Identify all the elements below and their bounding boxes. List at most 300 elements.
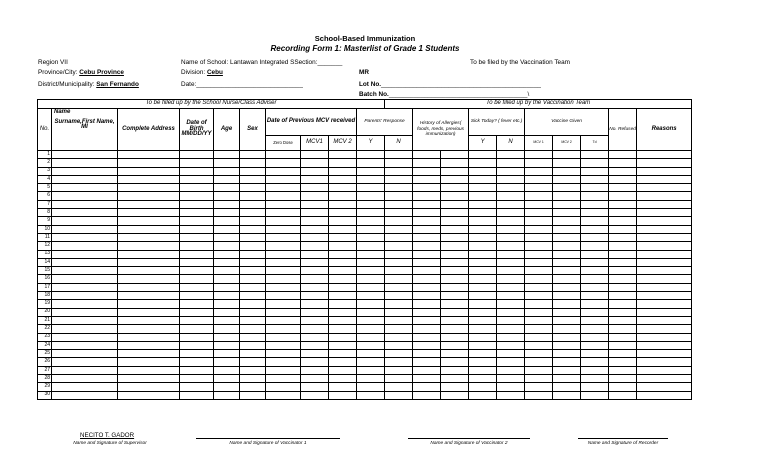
table-cell — [240, 267, 266, 275]
col-sick-today: Sick Today? ( fever etc.) — [469, 109, 525, 136]
table-cell — [214, 209, 240, 217]
row-number: 5 — [38, 184, 52, 192]
table-cell — [301, 209, 329, 217]
table-cell — [497, 225, 525, 233]
table-cell — [180, 375, 214, 383]
table-cell — [525, 333, 553, 341]
table-cell — [266, 341, 301, 349]
table-cell — [553, 209, 581, 217]
table-cell — [357, 292, 385, 300]
table-cell — [266, 192, 301, 200]
table-cell — [413, 151, 441, 159]
table-cell — [329, 233, 357, 241]
table-cell — [301, 383, 329, 391]
table-cell — [118, 159, 180, 167]
table-cell — [497, 341, 525, 349]
table-cell — [581, 225, 609, 233]
table-cell — [553, 366, 581, 374]
table-cell — [637, 391, 692, 399]
table-cell — [441, 225, 469, 233]
table-cell — [214, 151, 240, 159]
table-cell — [301, 375, 329, 383]
table-cell — [497, 151, 525, 159]
table-cell — [266, 275, 301, 283]
table-cell — [637, 283, 692, 291]
table-cell — [329, 159, 357, 167]
table-cell — [413, 341, 441, 349]
table-cell — [609, 175, 637, 183]
table-cell — [497, 316, 525, 324]
table-cell — [301, 267, 329, 275]
table-cell — [497, 300, 525, 308]
table-cell — [385, 283, 413, 291]
table-cell — [413, 350, 441, 358]
table-cell — [118, 333, 180, 341]
table-cell — [118, 283, 180, 291]
table-cell — [497, 258, 525, 266]
table-cell — [214, 375, 240, 383]
table-cell — [609, 316, 637, 324]
table-cell — [240, 175, 266, 183]
table-cell — [357, 200, 385, 208]
table-cell — [581, 325, 609, 333]
table-cell — [52, 341, 118, 349]
table-cell — [118, 242, 180, 250]
table-cell — [214, 192, 240, 200]
table-cell — [609, 300, 637, 308]
table-cell — [357, 391, 385, 399]
table-row — [38, 366, 692, 374]
province-value: Cebu Province — [79, 69, 124, 76]
table-cell — [637, 316, 692, 324]
table-cell — [329, 292, 357, 300]
table-cell — [266, 308, 301, 316]
table-cell — [214, 308, 240, 316]
table-cell — [497, 267, 525, 275]
col-zero-dose: Zero Dose — [266, 136, 301, 151]
table-cell — [266, 200, 301, 208]
table-cell — [357, 233, 385, 241]
table-cell — [52, 275, 118, 283]
table-cell — [118, 184, 180, 192]
table-cell — [413, 383, 441, 391]
table-cell — [357, 167, 385, 175]
lot-field — [359, 81, 541, 88]
table-cell — [469, 192, 497, 200]
table-cell — [52, 175, 118, 183]
table-cell — [52, 167, 118, 175]
table-cell — [637, 209, 692, 217]
table-row — [38, 209, 692, 217]
table-cell — [469, 275, 497, 283]
table-cell — [553, 333, 581, 341]
table-cell — [441, 167, 469, 175]
table-cell — [441, 267, 469, 275]
table-cell — [441, 325, 469, 333]
school-label: Name of School: — [181, 59, 229, 66]
table-cell — [525, 366, 553, 374]
table-cell — [118, 258, 180, 266]
table-cell — [525, 233, 553, 241]
table-cell — [214, 283, 240, 291]
row-number: 3 — [38, 167, 52, 175]
table-cell — [266, 383, 301, 391]
table-cell — [52, 209, 118, 217]
table-cell — [118, 175, 180, 183]
table-cell — [441, 283, 469, 291]
section-header-row — [38, 100, 692, 109]
table-row — [38, 242, 692, 250]
table-cell — [497, 375, 525, 383]
table-cell — [637, 184, 692, 192]
row-number: 6 — [38, 192, 52, 200]
table-cell — [52, 151, 118, 159]
table-cell — [581, 300, 609, 308]
table-cell — [301, 300, 329, 308]
table-row — [38, 175, 692, 183]
table-cell — [637, 242, 692, 250]
col-parents-n: N — [385, 136, 413, 151]
table-cell — [637, 175, 692, 183]
row-number: 11 — [38, 233, 52, 241]
table-cell — [357, 267, 385, 275]
table-cell — [637, 258, 692, 266]
table-cell — [118, 267, 180, 275]
table-cell — [441, 391, 469, 399]
table-cell — [118, 308, 180, 316]
table-cell — [553, 175, 581, 183]
table-cell — [413, 184, 441, 192]
table-cell — [581, 258, 609, 266]
table-cell — [240, 341, 266, 349]
table-cell — [329, 350, 357, 358]
table-cell — [266, 159, 301, 167]
table-cell — [357, 217, 385, 225]
table-cell — [609, 225, 637, 233]
col-name-line2: Surname,First Name, MI — [54, 118, 115, 131]
table-cell — [118, 325, 180, 333]
table-cell — [301, 192, 329, 200]
masterlist-rows — [38, 151, 692, 400]
table-cell — [180, 209, 214, 217]
table-cell — [441, 341, 469, 349]
table-cell — [413, 292, 441, 300]
table-cell — [357, 358, 385, 366]
col-prev-mcv: Date of Previous MCV received — [266, 109, 357, 136]
table-cell — [385, 209, 413, 217]
table-cell — [609, 350, 637, 358]
recorder-signature-line — [578, 438, 668, 439]
table-row — [38, 267, 692, 275]
table-cell — [329, 175, 357, 183]
table-cell — [525, 292, 553, 300]
table-cell — [581, 151, 609, 159]
table-row — [38, 283, 692, 291]
table-cell — [441, 358, 469, 366]
table-cell — [266, 209, 301, 217]
table-cell — [525, 200, 553, 208]
row-number: 27 — [38, 366, 52, 374]
table-cell — [441, 233, 469, 241]
table-cell — [240, 358, 266, 366]
province-field — [38, 69, 124, 76]
table-cell — [214, 383, 240, 391]
section-label: Section: — [294, 59, 318, 66]
table-cell — [609, 308, 637, 316]
table-cell — [357, 184, 385, 192]
table-cell — [301, 350, 329, 358]
table-cell — [240, 366, 266, 374]
table-cell — [385, 233, 413, 241]
col-age: Age — [214, 109, 240, 151]
table-cell — [413, 333, 441, 341]
table-cell — [413, 325, 441, 333]
col-vg-td: Td — [581, 136, 609, 151]
row-number: 16 — [38, 275, 52, 283]
table-cell — [609, 250, 637, 258]
form-title: School-Based Immunization — [314, 34, 416, 43]
table-cell — [301, 283, 329, 291]
table-cell — [553, 225, 581, 233]
table-cell — [118, 200, 180, 208]
table-cell — [413, 175, 441, 183]
table-cell — [497, 242, 525, 250]
table-cell — [553, 300, 581, 308]
section-school-nurse: To be filled up by the School Nurse/Class Adviser — [38, 100, 385, 109]
table-cell — [357, 275, 385, 283]
table-cell — [469, 366, 497, 374]
row-number: 26 — [38, 358, 52, 366]
table-cell — [180, 308, 214, 316]
table-cell — [357, 151, 385, 159]
table-cell — [329, 283, 357, 291]
table-cell — [385, 200, 413, 208]
table-cell — [357, 250, 385, 258]
table-cell — [553, 350, 581, 358]
table-cell — [581, 308, 609, 316]
table-cell — [240, 383, 266, 391]
district-label: District/Municipality: — [38, 81, 95, 88]
table-cell — [581, 292, 609, 300]
table-cell — [413, 366, 441, 374]
table-cell — [180, 350, 214, 358]
table-cell — [385, 184, 413, 192]
table-cell — [240, 333, 266, 341]
table-cell — [525, 151, 553, 159]
table-cell — [118, 366, 180, 374]
table-cell — [301, 217, 329, 225]
table-cell — [214, 258, 240, 266]
table-row — [38, 200, 692, 208]
table-cell — [180, 391, 214, 399]
table-cell — [329, 242, 357, 250]
division-label: Division: — [181, 69, 206, 76]
table-cell — [637, 292, 692, 300]
row-number: 9 — [38, 217, 52, 225]
table-row — [38, 192, 692, 200]
table-cell — [581, 366, 609, 374]
row-number: 20 — [38, 308, 52, 316]
table-row — [38, 233, 692, 241]
table-row — [38, 258, 692, 266]
table-cell — [469, 175, 497, 183]
table-cell — [413, 358, 441, 366]
table-cell — [301, 151, 329, 159]
row-number: 17 — [38, 283, 52, 291]
table-cell — [609, 151, 637, 159]
table-cell — [525, 192, 553, 200]
table-cell — [525, 350, 553, 358]
table-cell — [329, 275, 357, 283]
table-cell — [525, 267, 553, 275]
table-cell — [52, 366, 118, 374]
table-cell — [413, 159, 441, 167]
table-cell — [329, 217, 357, 225]
table-cell — [329, 333, 357, 341]
table-cell — [118, 391, 180, 399]
table-cell — [266, 258, 301, 266]
table-cell — [357, 366, 385, 374]
table-cell — [52, 325, 118, 333]
table-cell — [553, 167, 581, 175]
table-cell — [469, 200, 497, 208]
table-cell — [52, 375, 118, 383]
table-cell — [180, 267, 214, 275]
table-cell — [52, 225, 118, 233]
row-number: 13 — [38, 250, 52, 258]
table-row — [38, 159, 692, 167]
table-cell — [581, 316, 609, 324]
table-cell — [637, 333, 692, 341]
table-cell — [180, 292, 214, 300]
table-cell — [581, 233, 609, 241]
table-cell — [553, 267, 581, 275]
table-cell — [469, 358, 497, 366]
table-cell — [413, 167, 441, 175]
table-cell — [357, 325, 385, 333]
table-cell — [609, 267, 637, 275]
table-row — [38, 358, 692, 366]
supervisor-name: NECITO T. GADOR — [80, 432, 135, 439]
table-cell — [637, 308, 692, 316]
table-cell — [52, 383, 118, 391]
table-cell — [581, 383, 609, 391]
col-name-line1: Name — [54, 109, 71, 115]
table-cell — [385, 316, 413, 324]
table-cell — [214, 159, 240, 167]
table-cell — [214, 275, 240, 283]
table-cell — [441, 192, 469, 200]
masterlist-table — [37, 99, 692, 400]
district-field — [38, 81, 139, 88]
table-cell — [413, 316, 441, 324]
table-cell — [469, 341, 497, 349]
table-cell — [240, 167, 266, 175]
table-cell — [469, 233, 497, 241]
table-cell — [52, 333, 118, 341]
table-cell — [240, 300, 266, 308]
batch-label: Batch No. — [359, 91, 389, 98]
table-row — [38, 292, 692, 300]
table-cell — [497, 283, 525, 291]
table-cell — [441, 292, 469, 300]
table-cell — [266, 184, 301, 192]
row-number: 8 — [38, 209, 52, 217]
table-cell — [553, 184, 581, 192]
table-cell — [637, 159, 692, 167]
table-cell — [497, 250, 525, 258]
date-field — [181, 81, 303, 88]
table-cell — [180, 325, 214, 333]
table-cell — [497, 308, 525, 316]
row-number: 7 — [38, 200, 52, 208]
table-cell — [240, 292, 266, 300]
table-cell — [301, 167, 329, 175]
col-no-refused: No. Refused — [609, 109, 637, 151]
table-cell — [553, 308, 581, 316]
table-cell — [214, 225, 240, 233]
table-cell — [329, 167, 357, 175]
table-cell — [266, 375, 301, 383]
table-cell — [525, 391, 553, 399]
col-vg-mcv1: MCV 1 — [525, 136, 553, 151]
table-row — [38, 275, 692, 283]
table-cell — [413, 283, 441, 291]
table-cell — [52, 358, 118, 366]
row-number: 2 — [38, 159, 52, 167]
table-cell — [553, 391, 581, 399]
table-cell — [441, 308, 469, 316]
table-cell — [301, 316, 329, 324]
table-cell — [609, 184, 637, 192]
table-cell — [469, 308, 497, 316]
table-cell — [214, 316, 240, 324]
table-cell — [553, 283, 581, 291]
table-cell — [637, 200, 692, 208]
table-cell — [441, 242, 469, 250]
table-cell — [118, 341, 180, 349]
table-cell — [469, 325, 497, 333]
table-cell — [329, 391, 357, 399]
vaccinator2-signature-line — [408, 438, 530, 439]
region-label: Region VII — [38, 59, 68, 66]
table-cell — [357, 383, 385, 391]
table-cell — [637, 250, 692, 258]
table-cell — [301, 358, 329, 366]
row-number: 1 — [38, 151, 52, 159]
row-number: 28 — [38, 375, 52, 383]
table-cell — [301, 391, 329, 399]
table-cell — [385, 242, 413, 250]
table-cell — [214, 350, 240, 358]
table-cell — [266, 167, 301, 175]
col-address: Complete Address — [118, 109, 180, 151]
table-cell — [441, 300, 469, 308]
table-cell — [214, 391, 240, 399]
table-cell — [329, 325, 357, 333]
table-cell — [180, 341, 214, 349]
table-cell — [553, 151, 581, 159]
table-cell — [118, 383, 180, 391]
table-cell — [240, 217, 266, 225]
table-cell — [329, 267, 357, 275]
table-cell — [301, 333, 329, 341]
row-number: 15 — [38, 267, 52, 275]
table-cell — [553, 258, 581, 266]
table-cell — [266, 316, 301, 324]
table-cell — [497, 325, 525, 333]
table-cell — [497, 192, 525, 200]
